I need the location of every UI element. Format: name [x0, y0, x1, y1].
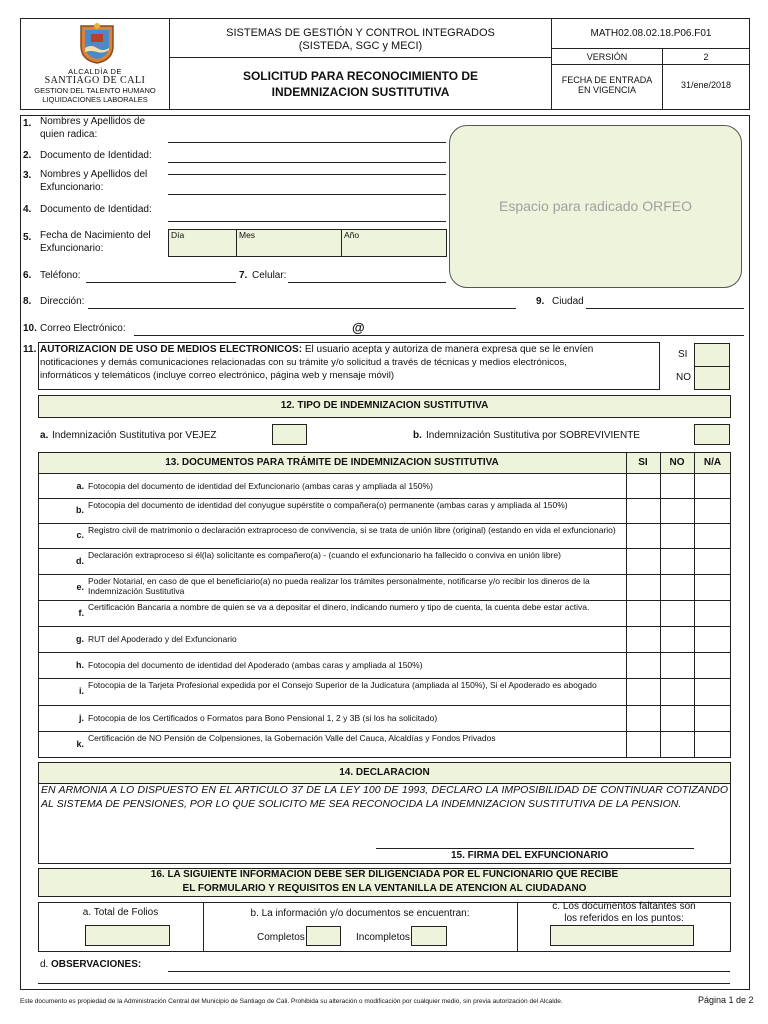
- doc-row-no-checkbox[interactable]: [660, 523, 694, 549]
- field9-label: Ciudad: [552, 296, 584, 307]
- total-folios-field[interactable]: [85, 925, 170, 946]
- header-title-divider: [169, 57, 552, 58]
- field6-input-line[interactable]: [86, 282, 236, 283]
- field7-label: Celular:: [252, 270, 287, 281]
- doc-row-si-checkbox[interactable]: [626, 548, 660, 575]
- auth-text-line2: notificaciones y demás comunicaciones relacionadas con su trámite y/o solicitud a través de técnicas y medios electrónicos,: [40, 357, 567, 368]
- org-name-line1: ALCALDÍA DE: [68, 67, 122, 76]
- page-number: Página 1 de 2: [698, 995, 754, 1005]
- docs-col-no-label: NO: [669, 457, 685, 468]
- system-name-line1: SISTEMAS DE GESTIÓN Y CONTROL INTEGRADOS: [226, 27, 495, 39]
- doc-row-na-checkbox[interactable]: [694, 705, 731, 732]
- auth-no-label: NO: [676, 372, 691, 383]
- form-title-line2: INDEMNIZACION SUSTITUTIVA: [271, 85, 450, 99]
- field4-label: Documento de Identidad:: [40, 204, 152, 215]
- doc-row-text: Fotocopia de la Tarjeta Profesional expedida por el Consejo Superior de la Judicatura (ampliada al 150%), Si el Apoderado es abogado: [88, 680, 597, 690]
- birth-date-month-label: Mes: [239, 230, 256, 240]
- date-label-line1: FECHA DE ENTRADA: [561, 75, 653, 85]
- doc-row-si-checkbox[interactable]: [626, 652, 660, 679]
- doc-row-no-checkbox[interactable]: [660, 678, 694, 706]
- header-right-divider-2: [552, 64, 750, 65]
- doc-row-letter: e.: [76, 581, 84, 592]
- doc-row-si-checkbox[interactable]: [626, 626, 660, 653]
- system-name-line2: (SISTEDA, SGC y MECI): [298, 40, 423, 52]
- doc-row-letter: h.: [76, 659, 84, 670]
- field6-number: 6.: [23, 270, 32, 281]
- declaracion-title: 14. DECLARACION: [339, 767, 430, 778]
- field7-input-line[interactable]: [288, 282, 446, 283]
- field3-label-l1: Nombres y Apellidos del: [40, 169, 148, 180]
- funcionario-title-l1: 16. LA SIGUIENTE INFORMACION DEBE SER DILIGENCIADA POR EL FUNCIONARIO QUE RECIBE: [150, 869, 619, 880]
- orfeo-label: Espacio para radicado ORFEO: [499, 198, 692, 214]
- doc-row-na-checkbox[interactable]: [694, 626, 731, 653]
- doc-row-text: Fotocopia del documento de identidad del Exfuncionario (ambas caras y ampliada al 150%): [88, 481, 433, 491]
- doc-row-letter: j.: [78, 712, 84, 723]
- header-right-divider-1: [552, 48, 750, 49]
- observaciones-letter: d.: [40, 959, 49, 970]
- doc-row-si-checkbox[interactable]: [626, 474, 660, 499]
- org-name-line3: GESTION DEL TALENTO HUMANO: [34, 86, 156, 95]
- tipo-b-label: Indemnización Sustitutiva por SOBREVIVIENTE: [426, 430, 640, 441]
- birth-date-day-label: Día: [171, 230, 185, 240]
- incompletos-label: Incompletos: [356, 932, 410, 943]
- date-value: 31/ene/2018: [680, 80, 732, 90]
- field1-label-l2: quien radica:: [40, 129, 98, 140]
- funcionario-title-l2: EL FORMULARIO Y REQUISITOS EN LA VENTANILLA DE ATENCION AL CIUDADANO: [182, 883, 587, 894]
- field8-number: 8.: [23, 296, 32, 307]
- field8-input-line[interactable]: [88, 308, 516, 309]
- doc-row-si-checkbox[interactable]: [626, 705, 660, 732]
- field5-label-l2: Exfuncionario:: [40, 243, 104, 254]
- field8-label: Dirección:: [40, 296, 85, 307]
- field4-number: 4.: [23, 204, 32, 215]
- version-label: VERSIÓN: [586, 52, 628, 62]
- observaciones-label: OBSERVACIONES:: [51, 959, 142, 970]
- tipo-vejez-checkbox[interactable]: [272, 424, 307, 445]
- field1-label-l1: Nombres y Apellidos de: [40, 116, 146, 127]
- org-name-line4: LIQUIDACIONES LABORALES: [42, 95, 148, 104]
- doc-row-no-checkbox[interactable]: [660, 731, 694, 758]
- field6-label: Teléfono:: [40, 270, 81, 281]
- documents-state-label: b. La información y/o documentos se encuentran:: [250, 908, 470, 919]
- doc-row-letter: g.: [76, 633, 84, 644]
- doc-row-si-checkbox[interactable]: [626, 498, 660, 524]
- doc-row-text: Certificación de NO Pensión de Colpensiones, la Gobernación Valle del Cauca, Alcaldías y Fondos Privados: [88, 733, 496, 743]
- field10-input-line[interactable]: [134, 335, 744, 336]
- doc-row-na-checkbox[interactable]: [694, 548, 731, 575]
- docs-title: 13. DOCUMENTOS PARA TRÁMITE DE INDEMNIZACION SUSTITUTIVA: [165, 457, 499, 468]
- doc-row-na-checkbox[interactable]: [694, 678, 731, 706]
- doc-row-no-checkbox[interactable]: [660, 574, 694, 601]
- coat-of-arms-logo: [77, 22, 117, 64]
- doc-row-text: Fotocopia del documento de identidad del Apoderado (ambas caras y ampliada al 150%): [88, 660, 423, 670]
- doc-row-no-checkbox[interactable]: [660, 548, 694, 575]
- doc-row-text: Registro civil de matrimonio o declaración extraproceso de convivencia, si se trata de unión libre (original) (estando en vida el exfuncionario): [88, 525, 616, 535]
- doc-row-si-checkbox[interactable]: [626, 523, 660, 549]
- doc-row-letter: i.: [78, 686, 84, 696]
- field2-input-line[interactable]: [168, 162, 446, 163]
- doc-row-no-checkbox[interactable]: [660, 600, 694, 627]
- doc-row-text: Certificación Bancaria a nombre de quien se va a depositar el dinero, indicando numero y tipo de cuenta, la cuenta debe estar activa.: [88, 602, 590, 612]
- doc-row-no-checkbox[interactable]: [660, 498, 694, 524]
- at-sign: @: [352, 320, 365, 335]
- field2-label: Documento de Identidad:: [40, 150, 152, 161]
- doc-row-letter: d.: [76, 555, 84, 566]
- doc-row-text: Fotocopia de los Certificados o Formatos para Bono Pensional 1, 2 y 3B (si los ha solicitado): [88, 713, 438, 723]
- auth-text-line1: [40, 344, 593, 355]
- auth-text-l1: El usuario acepta y autoriza de manera expresa que se le envíen: [302, 344, 594, 355]
- doc-row-na-checkbox[interactable]: [694, 498, 731, 524]
- doc-row-na-checkbox[interactable]: [694, 652, 731, 679]
- footer-note: Este documento es propiedad de la Administración Central del Municipio de Santiago de Cali. Prohibida su alteración o modificación por cualquier medio, sin previa autorización del Alcalde.: [20, 998, 563, 1005]
- missing-docs-label-l1: c. Los documentos faltantes son: [552, 901, 696, 912]
- completos-label: Completos: [257, 932, 305, 943]
- field5-label-l1: Fecha de Nacimiento del: [40, 230, 151, 241]
- org-name-line2: SANTIAGO DE CALI: [44, 75, 146, 86]
- missing-docs-field[interactable]: [550, 925, 694, 946]
- observaciones-line-1[interactable]: [168, 971, 730, 972]
- docs-col-na-label: N/A: [703, 457, 722, 468]
- doc-row-letter: a.: [76, 480, 84, 491]
- doc-row-letter: k.: [76, 738, 84, 749]
- field1-number: 1.: [23, 118, 32, 129]
- declaracion-text: EN ARMONIA A LO DISPUESTO EN EL ARTICULO 37 DE LA LEY 100 DE 1993, DECLARO LA IMPOSIBILIDAD DE CONTINUAR COTIZANDO AL SISTEMA DE PENSIONES, POR LO QUE SOLICITO ME SEA RECONOCIDA LA INDEMNIZACION SUSTITUTIVA DE LA PENSION.: [41, 784, 728, 810]
- field3-number: 3.: [23, 170, 32, 181]
- auth-title: AUTORIZACION DE USO DE MEDIOS ELECTRONICOS:: [40, 344, 303, 355]
- field9-input-line[interactable]: [586, 308, 744, 309]
- doc-row-text: Poder Notarial, en caso de que el beneficiario(a) no pueda realizar los trámites personalmente, notificarse y/o recibir los dineros de la Indemnización Sustitutiva: [88, 576, 590, 596]
- form-code: MATH02.08.02.18.P06.F01: [590, 28, 712, 39]
- auth-si-checkbox[interactable]: [694, 343, 730, 367]
- version-value: 2: [703, 52, 709, 62]
- doc-row-na-checkbox[interactable]: [694, 523, 731, 549]
- missing-docs-label-l2: los referidos en los puntos:: [564, 913, 684, 924]
- field9-number: 9.: [536, 296, 545, 307]
- field2-number: 2.: [23, 150, 32, 161]
- firma-line[interactable]: [376, 848, 694, 849]
- tipo-b-letter: b.: [413, 430, 422, 441]
- tipo-a-letter: a.: [40, 430, 49, 441]
- field1-input-line[interactable]: [168, 142, 446, 143]
- auth-si-label: SI: [678, 349, 688, 360]
- field3-input-line-1[interactable]: [168, 174, 446, 175]
- tipo-sobreviviente-checkbox[interactable]: [694, 424, 730, 445]
- field3-label-l2: Exfuncionario:: [40, 182, 104, 193]
- incompletos-checkbox[interactable]: [411, 926, 447, 946]
- doc-row-text: RUT del Apoderado y del Exfuncionario: [88, 634, 237, 644]
- doc-row-na-checkbox[interactable]: [694, 600, 731, 627]
- auth-no-checkbox[interactable]: [694, 366, 730, 390]
- docs-col-si-label: SI: [638, 457, 648, 468]
- doc-row-na-checkbox[interactable]: [694, 474, 731, 499]
- tipo-a-label: Indemnización Sustitutiva por VEJEZ: [52, 430, 217, 441]
- auth-text-line3: informáticos y telemáticos (incluye correo electrónico, página web y mensaje móvil): [40, 370, 395, 381]
- doc-row-no-checkbox[interactable]: [660, 626, 694, 653]
- doc-row-letter: f.: [78, 607, 84, 618]
- doc-row-si-checkbox[interactable]: [626, 574, 660, 601]
- total-folios-label: a. Total de Folios: [82, 907, 159, 918]
- field10-label: Correo Electrónico:: [40, 323, 126, 334]
- birth-date-year-label: Año: [344, 230, 360, 240]
- doc-row-no-checkbox[interactable]: [660, 474, 694, 499]
- field3-input-line-2[interactable]: [168, 194, 446, 195]
- doc-row-na-checkbox[interactable]: [694, 731, 731, 758]
- date-label-line2: EN VIGENCIA: [577, 85, 636, 95]
- field4-input-line[interactable]: [168, 221, 446, 222]
- form-title-line1: SOLICITUD PARA RECONOCIMIENTO DE: [242, 69, 479, 83]
- doc-row-si-checkbox[interactable]: [626, 731, 660, 758]
- doc-row-text: Declaración extraproceso si él(la) solicitante es compañero(a) - (cuando el exfuncionario ha fallecido o conviva en unión libre): [88, 550, 561, 560]
- doc-row-letter: c.: [76, 530, 84, 540]
- field7-number: 7.: [239, 270, 248, 281]
- doc-row-na-checkbox[interactable]: [694, 574, 731, 601]
- firma-label: 15. FIRMA DEL EXFUNCIONARIO: [451, 850, 609, 861]
- doc-row-si-checkbox[interactable]: [626, 678, 660, 706]
- completos-checkbox[interactable]: [306, 926, 341, 946]
- observaciones-line-2[interactable]: [38, 983, 730, 984]
- field5-number: 5.: [23, 232, 32, 243]
- doc-row-no-checkbox[interactable]: [660, 652, 694, 679]
- doc-row-no-checkbox[interactable]: [660, 705, 694, 732]
- tipo-title: 12. TIPO DE INDEMNIZACION SUSTITUTIVA: [280, 400, 489, 411]
- doc-row-si-checkbox[interactable]: [626, 600, 660, 627]
- doc-row-letter: b.: [76, 505, 84, 515]
- doc-row-text: Fotocopia del documento de identidad del conyugue supérstite o compañera(o) permanente (ambas caras y ampliada al 150%): [88, 500, 568, 510]
- auth-number: 11.: [23, 344, 37, 355]
- field10-number: 10.: [23, 323, 37, 334]
